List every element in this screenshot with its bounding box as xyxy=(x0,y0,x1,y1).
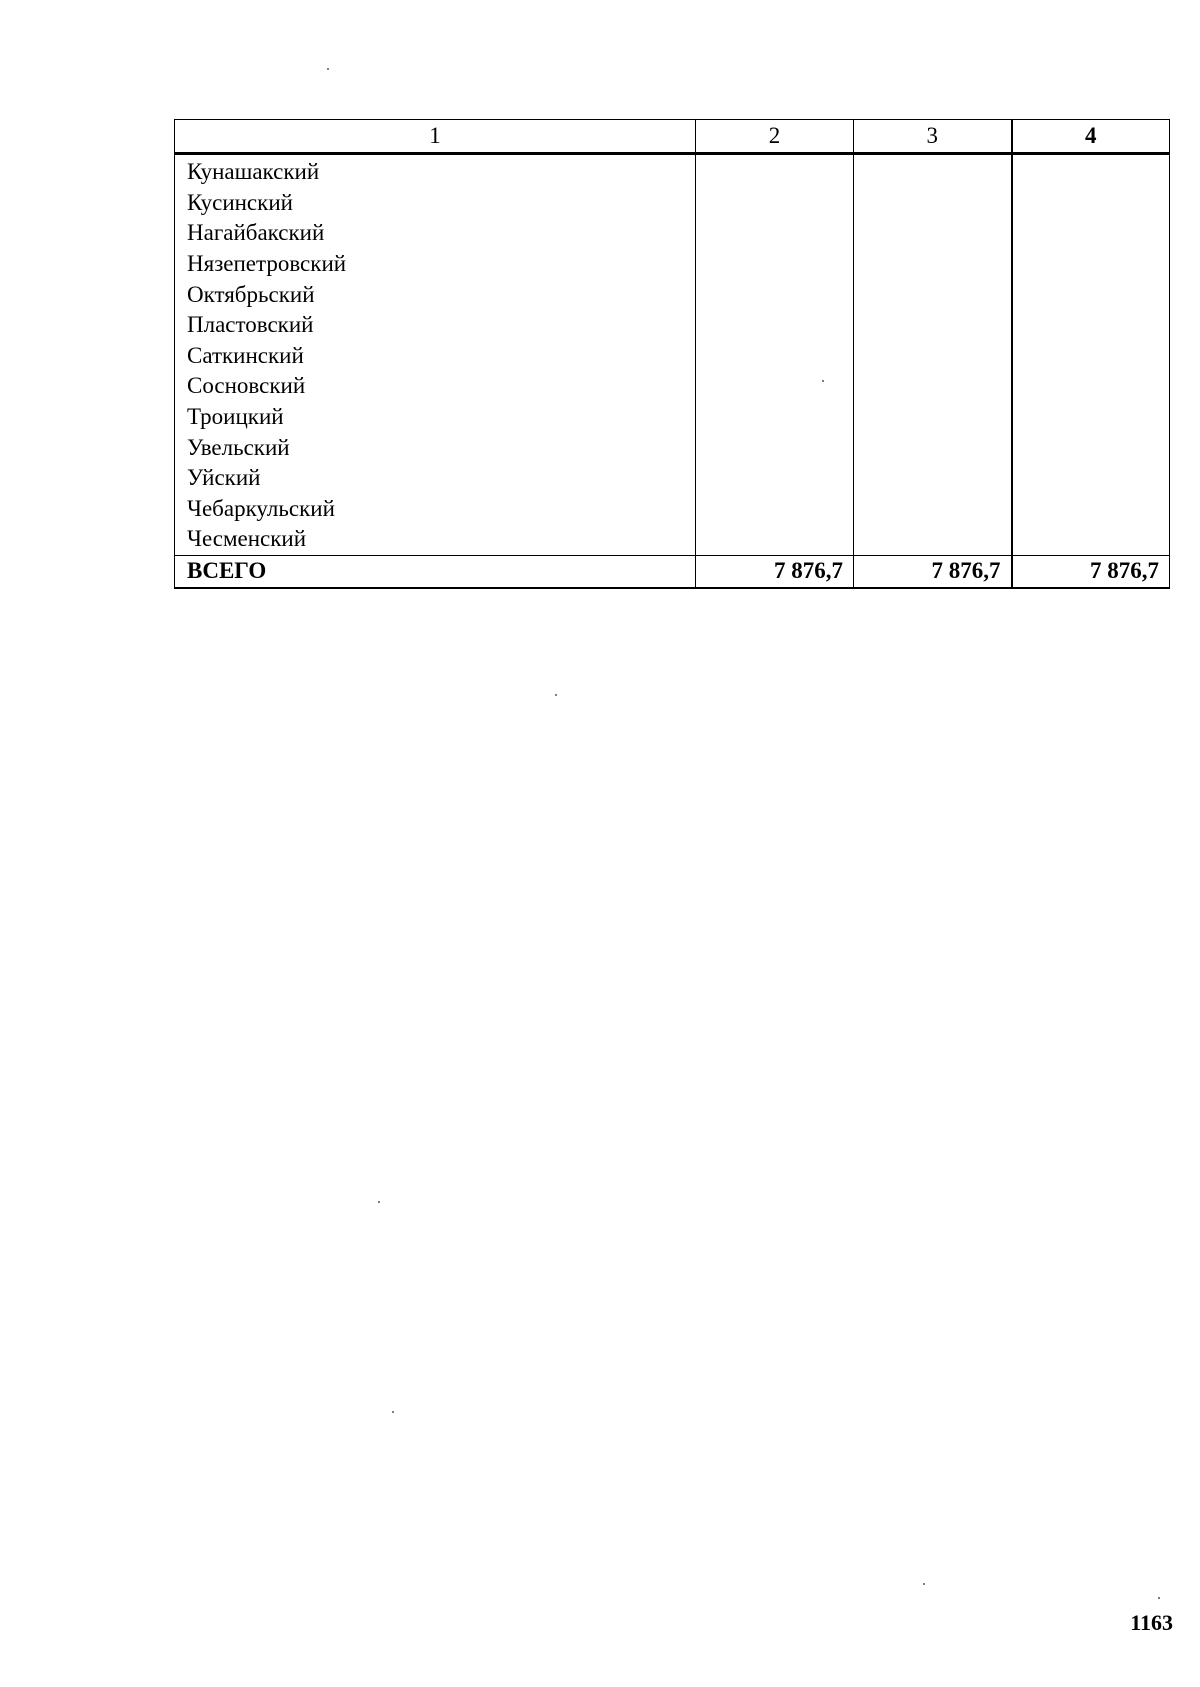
table-row xyxy=(175,432,1170,463)
cell-col-4 xyxy=(1012,341,1170,372)
table-row xyxy=(175,188,1170,219)
table-row xyxy=(175,463,1170,494)
cell-col-4 xyxy=(1012,371,1170,402)
page-number: 1163 xyxy=(1130,1610,1173,1635)
cell-col-4 xyxy=(1012,432,1170,463)
cell-col-4 xyxy=(1012,249,1170,280)
district-name: Октябрьский xyxy=(175,279,696,310)
cell-col-3 xyxy=(854,154,1012,188)
cell-col-2 xyxy=(696,341,854,372)
cell-col-3 xyxy=(854,249,1012,280)
district-name: Чесменский xyxy=(175,524,696,555)
column-header-3: 3 xyxy=(854,120,1012,154)
column-header-4: 4 xyxy=(1012,120,1170,154)
district-name: Нязепетровский xyxy=(175,249,696,280)
cell-col-3 xyxy=(854,402,1012,433)
scan-speck xyxy=(1158,1597,1160,1599)
table-row xyxy=(175,279,1170,310)
scan-speck xyxy=(392,1411,394,1413)
data-table xyxy=(174,119,1170,589)
table-row xyxy=(175,218,1170,249)
cell-col-2 xyxy=(696,279,854,310)
cell-col-3 xyxy=(854,494,1012,525)
cell-col-2 xyxy=(696,524,854,555)
cell-col-3 xyxy=(854,310,1012,341)
total-col-4: 7 876,7 xyxy=(1012,555,1170,588)
district-name: Увельский xyxy=(175,432,696,463)
cell-col-3 xyxy=(854,432,1012,463)
total-row xyxy=(175,555,1170,588)
cell-col-2 xyxy=(696,402,854,433)
column-header-1: 1 xyxy=(175,120,696,154)
total-col-2: 7 876,7 xyxy=(696,555,854,588)
cell-col-2 xyxy=(696,154,854,188)
cell-col-2 xyxy=(696,249,854,280)
cell-col-2 xyxy=(696,218,854,249)
cell-col-2 xyxy=(696,371,854,402)
total-col-3: 7 876,7 xyxy=(854,555,1012,588)
table-row xyxy=(175,249,1170,280)
district-name: Пластовский xyxy=(175,310,696,341)
scan-speck xyxy=(555,694,557,696)
cell-col-2 xyxy=(696,494,854,525)
cell-col-4 xyxy=(1012,154,1170,188)
table-row xyxy=(175,371,1170,402)
district-name: Кусинский xyxy=(175,188,696,219)
cell-col-2 xyxy=(696,432,854,463)
cell-col-4 xyxy=(1012,218,1170,249)
table-row xyxy=(175,154,1170,188)
cell-col-3 xyxy=(854,279,1012,310)
cell-col-4 xyxy=(1012,279,1170,310)
district-name: Уйский xyxy=(175,463,696,494)
cell-col-4 xyxy=(1012,310,1170,341)
district-name: Чебаркульский xyxy=(175,494,696,525)
scan-speck xyxy=(923,1583,925,1585)
cell-col-3 xyxy=(854,371,1012,402)
cell-col-3 xyxy=(854,524,1012,555)
cell-col-4 xyxy=(1012,188,1170,219)
scan-speck xyxy=(378,1201,380,1203)
scan-speck xyxy=(822,380,824,382)
cell-col-2 xyxy=(696,310,854,341)
column-header-2: 2 xyxy=(696,120,854,154)
table-row xyxy=(175,402,1170,433)
table-row xyxy=(175,310,1170,341)
district-name: Саткинский xyxy=(175,341,696,372)
table-header-row xyxy=(175,120,1170,154)
district-name: Троицкий xyxy=(175,402,696,433)
cell-col-4 xyxy=(1012,402,1170,433)
table-row xyxy=(175,494,1170,525)
cell-col-3 xyxy=(854,341,1012,372)
cell-col-4 xyxy=(1012,524,1170,555)
district-name: Кунашакский xyxy=(175,154,696,188)
total-label: ВСЕГО xyxy=(175,555,696,588)
scan-speck xyxy=(327,68,329,70)
cell-col-4 xyxy=(1012,463,1170,494)
cell-col-3 xyxy=(854,188,1012,219)
cell-col-3 xyxy=(854,218,1012,249)
cell-col-3 xyxy=(854,463,1012,494)
cell-col-2 xyxy=(696,188,854,219)
district-name: Сосновский xyxy=(175,371,696,402)
table-row xyxy=(175,341,1170,372)
cell-col-4 xyxy=(1012,494,1170,525)
cell-col-2 xyxy=(696,463,854,494)
table-row xyxy=(175,524,1170,555)
district-name: Нагайбакский xyxy=(175,218,696,249)
